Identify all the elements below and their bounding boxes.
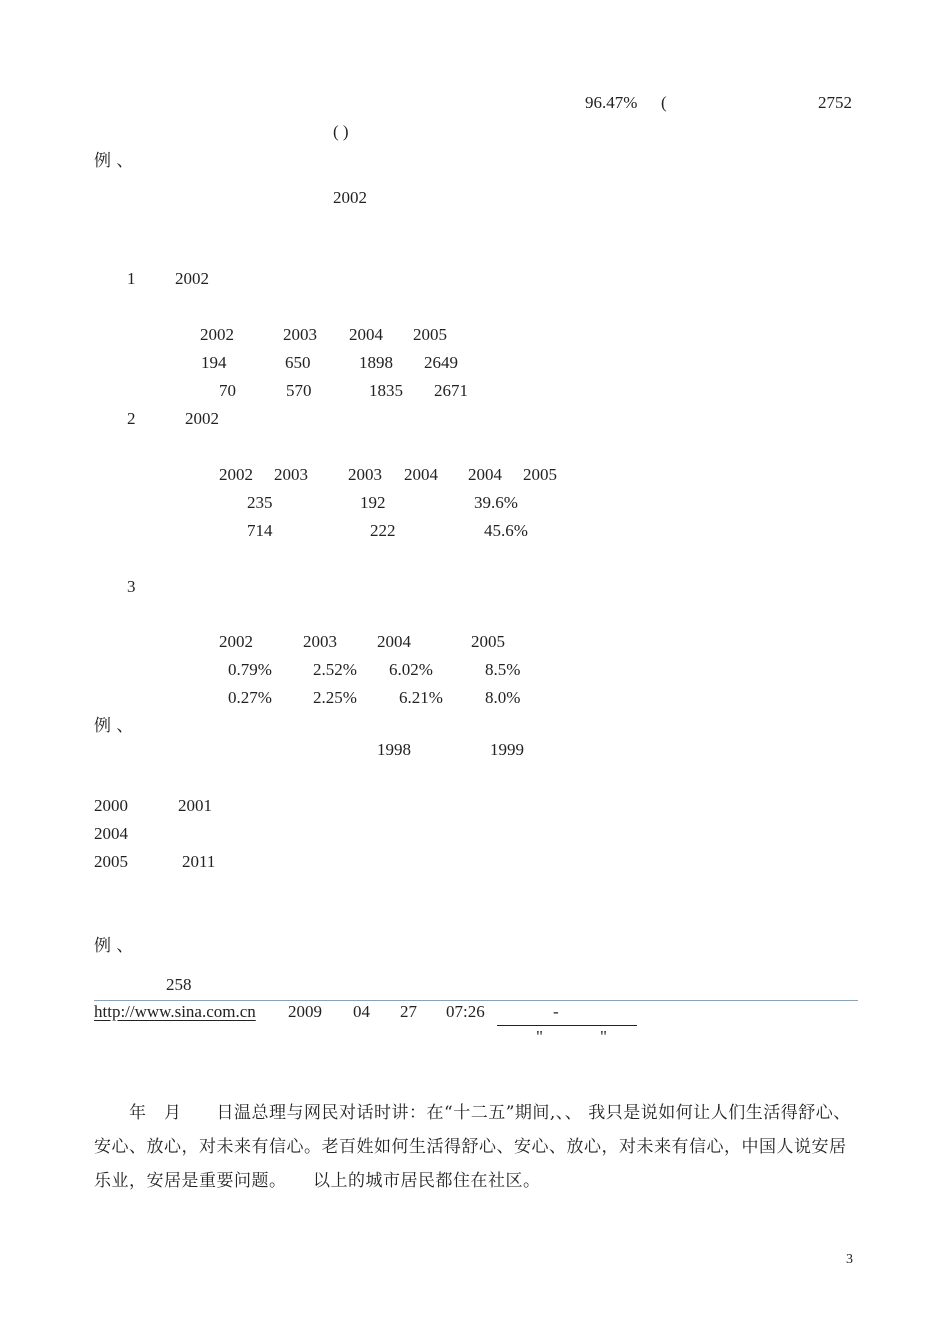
table1-cell: 650 <box>285 353 311 372</box>
percent-value: 96.47% <box>585 93 638 112</box>
table1-header: 2002 <box>200 325 234 344</box>
table3-header: 2005 <box>471 632 505 651</box>
example-label-2: 例 、 <box>94 716 134 736</box>
date-time: 07:26 <box>446 1002 485 1021</box>
table2-cell: 192 <box>360 493 386 512</box>
item-3-number: 3 <box>127 577 136 596</box>
dash-mark: - <box>553 1002 559 1021</box>
quote-mark: " <box>600 1027 607 1046</box>
example-label-3: 例 、 <box>94 936 134 956</box>
table2-cell: 235 <box>247 493 273 512</box>
table3-cell: 8.5% <box>485 660 521 679</box>
table2-cell: 714 <box>247 521 273 540</box>
date-month: 04 <box>353 1002 370 1021</box>
ex2-year: 1999 <box>490 740 524 759</box>
quote-mark: " <box>536 1027 543 1046</box>
table2-header: 2004 <box>468 465 502 484</box>
ex2-year: 2001 <box>178 796 212 815</box>
table1-header: 2004 <box>349 325 383 344</box>
ex3-number: 258 <box>166 975 192 994</box>
table1-header: 2003 <box>283 325 317 344</box>
table3-header: 2003 <box>303 632 337 651</box>
ex1-year: 2002 <box>333 188 367 207</box>
table2-cell: 222 <box>370 521 396 540</box>
date-day: 27 <box>400 1002 417 1021</box>
table1-header: 2005 <box>413 325 447 344</box>
table1-cell: 2649 <box>424 353 458 372</box>
ex2-year: 2011 <box>182 852 216 871</box>
ex2-year: 1998 <box>377 740 411 759</box>
table3-cell: 0.79% <box>228 660 272 679</box>
count-value: 2752 <box>818 93 852 112</box>
table1-cell: 194 <box>201 353 227 372</box>
ex2-year: 2005 <box>94 852 128 871</box>
table2-header: 2002 <box>219 465 253 484</box>
table2-cell: 45.6% <box>484 521 528 540</box>
item-1-year: 2002 <box>175 269 209 288</box>
table3-cell: 6.02% <box>389 660 433 679</box>
example-label-1: 例 、 <box>94 151 134 171</box>
table1-cell: 570 <box>286 381 312 400</box>
table2-header: 2005 <box>523 465 557 484</box>
table2-header: 2003 <box>274 465 308 484</box>
source-link[interactable]: http://www.sina.com.cn <box>94 1002 256 1021</box>
underline-rule <box>497 1025 637 1026</box>
ex2-year: 2004 <box>94 824 128 843</box>
table1-cell: 1835 <box>369 381 403 400</box>
table2-header: 2004 <box>404 465 438 484</box>
item-1-number: 1 <box>127 269 136 288</box>
table3-cell: 2.52% <box>313 660 357 679</box>
page-number: 3 <box>846 1252 853 1267</box>
table1-cell: 70 <box>219 381 236 400</box>
open-paren: ( <box>661 93 667 112</box>
table2-cell: 39.6% <box>474 493 518 512</box>
table3-header: 2002 <box>219 632 253 651</box>
table3-header: 2004 <box>377 632 411 651</box>
table2-header: 2003 <box>348 465 382 484</box>
table1-cell: 1898 <box>359 353 393 372</box>
table3-cell: 8.0% <box>485 688 521 707</box>
table3-cell: 0.27% <box>228 688 272 707</box>
item-2-year: 2002 <box>185 409 219 428</box>
body-paragraph: 年 月 日温总理与网民对话时讲：在“十二五”期间,、、 我只是说如何让人们生活得舒心、安心、放心，对未来有信心。老百姓如何生活得舒心、安心、放心，对未来有信心，中国人说安居乐业，安居是重要问题。 以上的城市居民都住在社区。 <box>94 1103 851 1191</box>
divider-line <box>94 1000 858 1001</box>
table3-cell: 2.25% <box>313 688 357 707</box>
parentheses: ( ) <box>333 122 349 141</box>
item-2-number: 2 <box>127 409 136 428</box>
date-year: 2009 <box>288 1002 322 1021</box>
table1-cell: 2671 <box>434 381 468 400</box>
table3-cell: 6.21% <box>399 688 443 707</box>
ex2-year: 2000 <box>94 796 128 815</box>
